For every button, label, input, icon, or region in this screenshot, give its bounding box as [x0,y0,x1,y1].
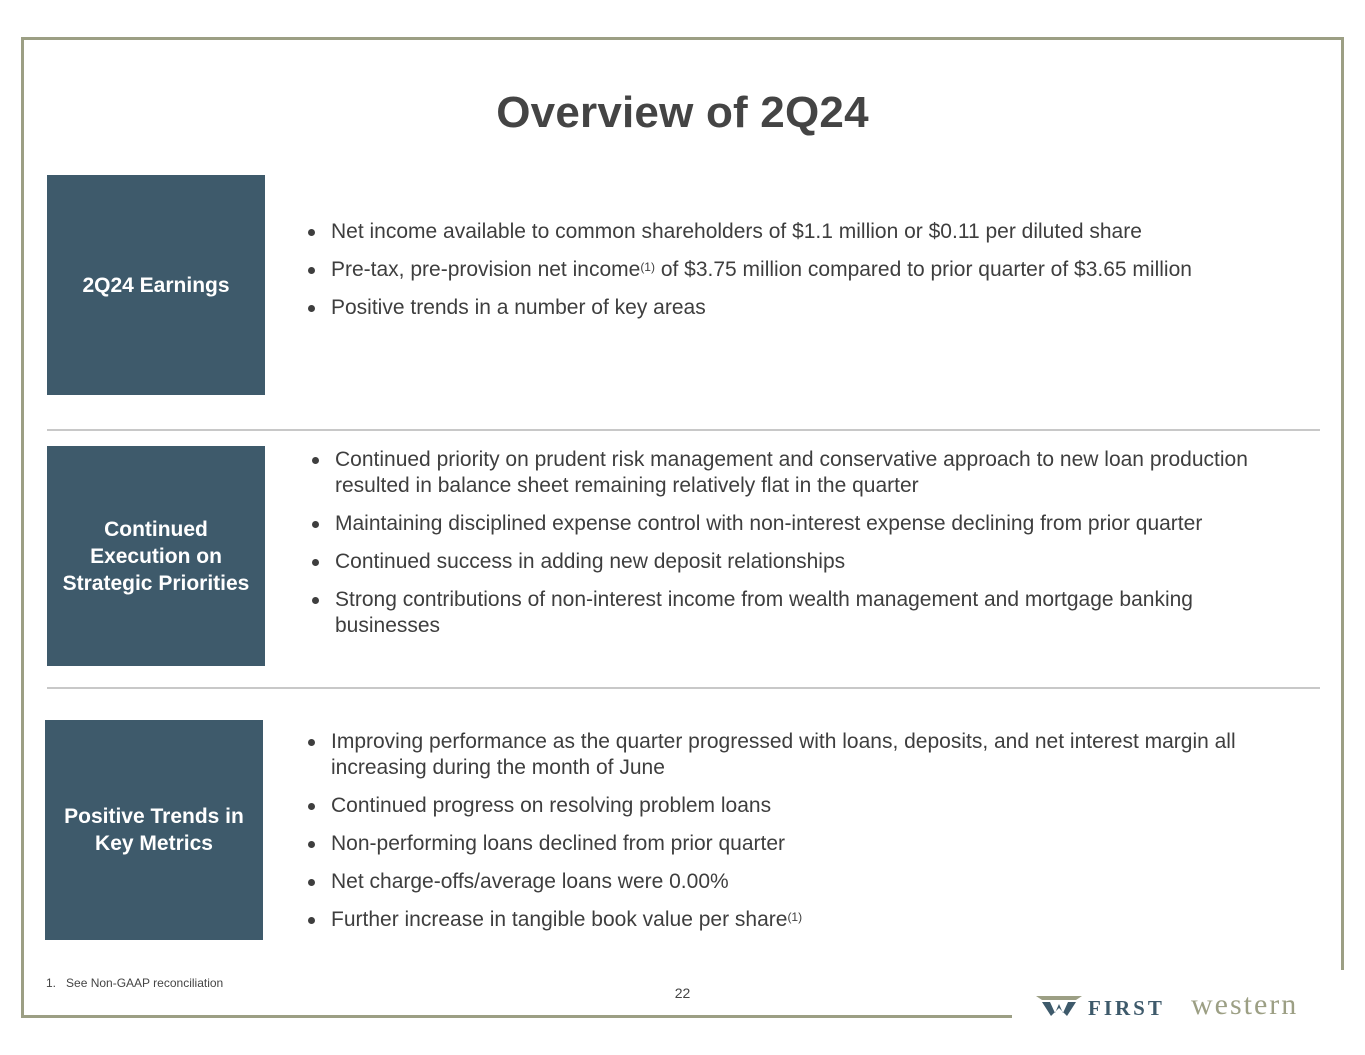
bullet-item: Improving performance as the quarter progressed with loans, deposits, and net interest margin all increasing during the month of June [307,729,1292,781]
bullet-item: Positive trends in a number of key areas [307,295,1307,321]
bullet-item: Maintaining disciplined expense control with non-interest expense declining from prior quarter [311,511,1296,537]
section-label-strategic: Continued Execution on Strategic Priorities [62,517,250,595]
section-label-earnings: 2Q24 Earnings [82,273,230,297]
logo-text-first: FIRST [1088,996,1165,1020]
section-label-box-strategic [47,446,265,666]
page-number: 22 [674,985,691,1001]
footnote-number: 1. [46,976,57,990]
section-label-box-trends [45,720,263,940]
bullet-item: Continued success in adding new deposit relationships [311,549,1296,575]
logo-w-icon [1036,996,1082,1016]
footnote-text: See Non-GAAP reconciliation [66,976,224,990]
bullet-item: Continued progress on resolving problem loans [307,793,1292,819]
section-divider [47,687,1320,689]
bullet-item: Non-performing loans declined from prior quarter [307,831,1292,857]
slide-title: Overview of 2Q24 [496,88,869,137]
bullet-item: Net charge-offs/average loans were 0.00% [307,869,1292,895]
logo-text-western: western [1191,988,1299,1021]
bullet-list-trends [307,729,1292,945]
section-divider [47,429,1320,431]
bullet-item: Strong contributions of non-interest income from wealth management and mortgage banking businesses [311,587,1296,639]
bullet-item: Pre-tax, pre-provision net income$^{(1)}$ of $3.75 million compared to prior quarter of $3.65 million [307,257,1307,283]
company-logo [1036,988,1346,1021]
section-label-box-earnings [47,175,265,395]
section-label-trends: Positive Trends in Key Metrics [64,805,244,855]
bullet-list-earnings [307,219,1307,333]
bullet-list-strategic [311,447,1296,651]
bullet-item: Further increase in tangible book value per share$^{(1)}$ [307,907,1292,933]
bullet-item: Net income available to common shareholders of $1.1 million or $0.11 per diluted share [307,219,1307,245]
bullet-item: Continued priority on prudent risk management and conservative approach to new loan production resulted in balance sheet remaining relatively flat in the quarter [311,447,1296,499]
